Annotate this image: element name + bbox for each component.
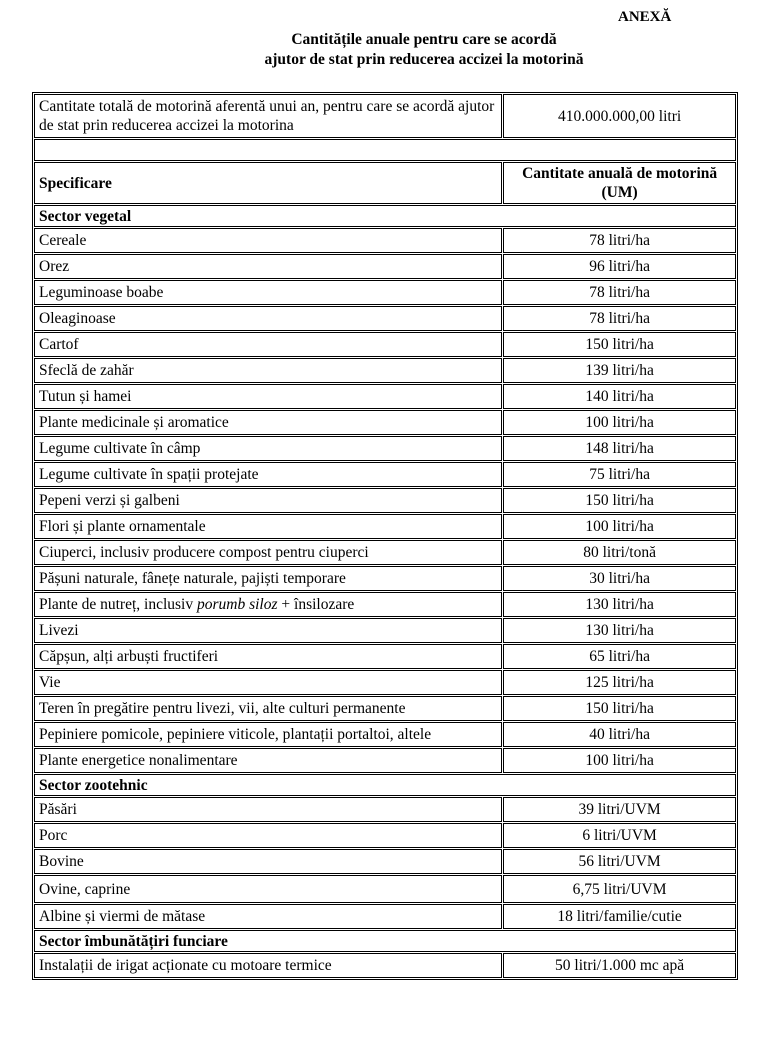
table-row bbox=[34, 566, 736, 591]
row-name: Bovine bbox=[34, 849, 502, 874]
table-row bbox=[34, 488, 736, 513]
table-row bbox=[34, 280, 736, 305]
section-title-zootehnic: Sector zootehnic bbox=[34, 774, 736, 796]
row-name: Ciuperci, inclusiv producere compost pentru ciuperci bbox=[34, 540, 502, 565]
row-name: Plante energetice nonalimentare bbox=[34, 748, 502, 773]
table-row bbox=[34, 849, 736, 874]
row-name: Sfeclă de zahăr bbox=[34, 358, 502, 383]
row-name: Teren în pregătire pentru livezi, vii, alte culturi permanente bbox=[34, 696, 502, 721]
table-row bbox=[34, 748, 736, 773]
row-value: 96 litri/ha bbox=[503, 254, 736, 279]
row-value: 6 litri/UVM bbox=[503, 823, 736, 848]
row-name: Ovine, caprine bbox=[34, 875, 502, 903]
table-row bbox=[34, 410, 736, 435]
row-value: 30 litri/ha bbox=[503, 566, 736, 591]
table-row bbox=[34, 514, 736, 539]
table-row bbox=[34, 254, 736, 279]
table-row bbox=[34, 592, 736, 617]
row-name-italic: porumb siloz bbox=[196, 596, 278, 613]
row-value: 78 litri/ha bbox=[503, 228, 736, 253]
row-value: 18 litri/familie/cutie bbox=[503, 904, 736, 929]
table-row bbox=[34, 696, 736, 721]
row-name: Pepiniere pomicole, pepiniere viticole, plantații portaltoi, altele bbox=[34, 722, 502, 747]
row-value: 75 litri/ha bbox=[503, 462, 736, 487]
row-name: Legume cultivate în câmp bbox=[34, 436, 502, 461]
row-name: Flori și plante ornamentale bbox=[34, 514, 502, 539]
table-row bbox=[34, 384, 736, 409]
total-label: Cantitate totală de motorină aferentă unui an, pentru care se acordă ajutor de stat prin reducerea accizei la motorina bbox=[34, 94, 502, 138]
row-name: Legume cultivate în spații protejate bbox=[34, 462, 502, 487]
table-row bbox=[34, 670, 736, 695]
table-row bbox=[34, 823, 736, 848]
row-value: 100 litri/ha bbox=[503, 748, 736, 773]
section-row-imbunatatiri bbox=[34, 930, 736, 952]
table-row bbox=[34, 875, 736, 903]
row-value: 150 litri/ha bbox=[503, 332, 736, 357]
annex-label: ANEXĂ bbox=[618, 9, 672, 25]
row-value: 78 litri/ha bbox=[503, 280, 736, 305]
blank-cell bbox=[34, 139, 736, 161]
section-row-zootehnic bbox=[34, 774, 736, 796]
blank-row bbox=[34, 139, 736, 161]
section-title-vegetal: Sector vegetal bbox=[34, 205, 736, 227]
row-name: Tutun și hamei bbox=[34, 384, 502, 409]
row-value: 100 litri/ha bbox=[503, 410, 736, 435]
row-name: Livezi bbox=[34, 618, 502, 643]
row-value: 150 litri/ha bbox=[503, 488, 736, 513]
row-value: 56 litri/UVM bbox=[503, 849, 736, 874]
row-value: 130 litri/ha bbox=[503, 618, 736, 643]
row-value: 140 litri/ha bbox=[503, 384, 736, 409]
row-name: Păsări bbox=[34, 797, 502, 822]
row-value: 80 litri/tonă bbox=[503, 540, 736, 565]
row-name: Cartof bbox=[34, 332, 502, 357]
row-name: Pășuni naturale, fânețe naturale, pajiști temporare bbox=[34, 566, 502, 591]
row-name: Căpșun, alți arbuști fructiferi bbox=[34, 644, 502, 669]
row-name: Instalații de irigat acționate cu motoare termice bbox=[34, 953, 502, 978]
row-name: Vie bbox=[34, 670, 502, 695]
row-value: 6,75 litri/UVM bbox=[503, 875, 736, 903]
table-row bbox=[34, 462, 736, 487]
row-name-part-a: Plante de nutreț, inclusiv bbox=[39, 596, 197, 613]
row-value: 100 litri/ha bbox=[503, 514, 736, 539]
row-value: 139 litri/ha bbox=[503, 358, 736, 383]
total-row bbox=[34, 94, 736, 138]
row-value: 78 litri/ha bbox=[503, 306, 736, 331]
row-name: Albine și viermi de mătase bbox=[34, 904, 502, 929]
row-name: Pepeni verzi și galbeni bbox=[34, 488, 502, 513]
table-row bbox=[34, 904, 736, 929]
title-line-2: ajutor de stat prin reducerea accizei la motorină bbox=[264, 51, 584, 68]
table-row bbox=[34, 228, 736, 253]
row-value: 39 litri/UVM bbox=[503, 797, 736, 822]
row-name: Orez bbox=[34, 254, 502, 279]
section-title-imbunatatiri: Sector îmbunătățiri funciare bbox=[34, 930, 736, 952]
table-row bbox=[34, 644, 736, 669]
row-name: Oleaginoase bbox=[34, 306, 502, 331]
table-row bbox=[34, 797, 736, 822]
section-row-vegetal bbox=[34, 205, 736, 227]
table-row bbox=[34, 722, 736, 747]
row-value: 148 litri/ha bbox=[503, 436, 736, 461]
header-row bbox=[34, 162, 736, 204]
row-name-part-b: + însilozare bbox=[277, 596, 355, 613]
row-name bbox=[34, 592, 502, 617]
row-value: 125 litri/ha bbox=[503, 670, 736, 695]
table-row bbox=[34, 618, 736, 643]
row-name: Porc bbox=[34, 823, 502, 848]
row-value: 65 litri/ha bbox=[503, 644, 736, 669]
row-value: 130 litri/ha bbox=[503, 592, 736, 617]
table-row bbox=[34, 358, 736, 383]
header-cantitate: Cantitate anuală de motorină (UM) bbox=[503, 162, 736, 204]
row-value: 40 litri/ha bbox=[503, 722, 736, 747]
fuel-quantity-table bbox=[32, 92, 738, 980]
table-row bbox=[34, 953, 736, 978]
row-name: Plante medicinale și aromatice bbox=[34, 410, 502, 435]
document-title bbox=[0, 30, 768, 70]
row-name: Cereale bbox=[34, 228, 502, 253]
title-line-1: Cantitățile anuale pentru care se acordă bbox=[291, 31, 557, 48]
row-name: Leguminoase boabe bbox=[34, 280, 502, 305]
row-value: 150 litri/ha bbox=[503, 696, 736, 721]
table-row bbox=[34, 332, 736, 357]
row-value: 50 litri/1.000 mc apă bbox=[503, 953, 736, 978]
table-row bbox=[34, 540, 736, 565]
table-row bbox=[34, 306, 736, 331]
header-specificare: Specificare bbox=[34, 162, 502, 204]
table-row bbox=[34, 436, 736, 461]
total-value: 410.000.000,00 litri bbox=[503, 94, 736, 138]
